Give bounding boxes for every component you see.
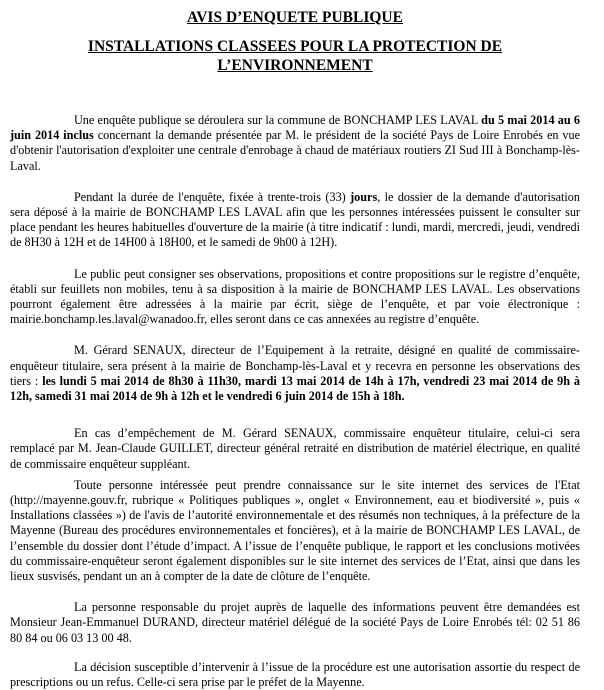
paragraph-decision: La décision susceptible d’intervenir à l’issue de la procédure est une autorisation assortie du respect de prescriptions ou un refus. Celle-ci sera prise par le préfet de la Mayenne. <box>10 659 580 690</box>
paragraph-dossier-consultation <box>10 190 580 251</box>
paragraph-public-observations: Le public peut consigner ses observations, propositions et contre propositions sur le registre d’enquête, établi sur feuillets non mobiles, tenu à sa disposition à la mairie de BONCHAMP LES LAVAL. Les observations pourront également être adressées à la mairie par écrit, siège de l’enquête, et par voie électronique : mairie.bonchamp.les.laval@wanadoo.fr, elles seront dans ce cas annexées au registre d’enquête. <box>10 266 580 327</box>
paragraph-project-contact: La personne responsable du projet auprès de laquelle des informations peuvent être demandées est Monsieur Jean-Emmanuel DURAND, directeur matériel délégué de la société Pays de Loire Enrobés tél: 02 51 86 80 84 ou 06 03 13 00 48. <box>10 600 580 645</box>
p2-text-c: , le dossier de la demande d'autorisation sera déposé à la mairie de BONCHAMP LES LAVAL afin que les personnes intéressées puissent le consulter sur place pendant les heures habituelles d'ouverture de la mairie (à titre indicatif : lundi, mardi, mercredi, jeudi, vendredi de 8H30 à 12H et de 14H00 à 18H00, et le samedi de 9h00 à 12H). <box>10 189 580 250</box>
p2-jours-bold: jours <box>350 189 378 204</box>
notice-subtitle: INSTALLATIONS CLASSEES POUR LA PROTECTION DE L’ENVIRONNEMENT <box>87 38 503 74</box>
p1-text-a: Une enquête publique se déroulera sur la commune de BONCHAMP LES LAVAL <box>74 113 482 127</box>
notice-title: AVIS D’ENQUETE PUBLIQUE <box>187 9 403 26</box>
paragraph-enquiry-dates <box>10 113 580 174</box>
p1-dates-bold: du 5 mai 2014 au 6 juin 2014 inclus <box>10 113 581 143</box>
paragraph-commissioner-presence <box>10 343 580 404</box>
p2-text-a: Pendant la durée de l'enquête, fixée à trente-trois (33) <box>74 189 351 204</box>
paragraph-online-information: Toute personne intéressée peut prendre connaissance sur le site internet des services de l'Etat (http://mayenne.gouv.fr, rubrique « Politiques publiques », onglet « Environnement, eau et biodiversité », puis « Installations classées ») de l'avis de l’autorité environnementale et des résumés non techniques, à la préfecture de la Mayenne (Bureau des procédures environnementales et foncières), et à la mairie de BONCHAMP LES LAVAL, de l’ensemble du dossier dont l’étude d’impact. A l’issue de l’enquête publique, le rapport et les conclusions motivées du commissaire-enquêteur seront également disponibles sur le site internet des services de l’Etat, ainsi que dans les lieux susvisés, pendant un an à compter de la date de clôture de l’enquête. <box>10 477 580 584</box>
paragraph-substitute-commissioner: En cas d’empêchement de M. Gérard SENAUX, commissaire enquêteur titulaire, celui-ci sera remplacé par M. Jean-Claude GUILLET, directeur général retraité en distribution de matériel électrique, en qualité de commissaire enquêteur suppléant. <box>10 426 580 471</box>
p4-schedule-bold: les lundi 5 mai 2014 de 8h30 à 11h30, mardi 13 mai 2014 de 14h à 17h, vendredi 23 mai 2014 de 9h à 12h, samedi 31 mai 2014 de 9h à 12h et le vendredi 6 juin 2014 de 15h à 18h. <box>10 373 581 404</box>
p1-text-c: concernant la demande présentée par M. le président de la société Pays de Loire Enrobés en vue d'obtenir l'autorisation d'exploiter une centrale d'enrobage à chaud de matériaux routiers ZI Sud III à Bonchamp-lès-Laval. <box>10 128 581 173</box>
p4-text-a: M. Gérard SENAUX, directeur de l’Equipement à la retraite, désigné en qualité de commissaire-enquêteur titulaire, sera présent à la mairie de Bonchamp-lès-Laval et y recevra en personne les observations des tiers : <box>10 343 580 388</box>
